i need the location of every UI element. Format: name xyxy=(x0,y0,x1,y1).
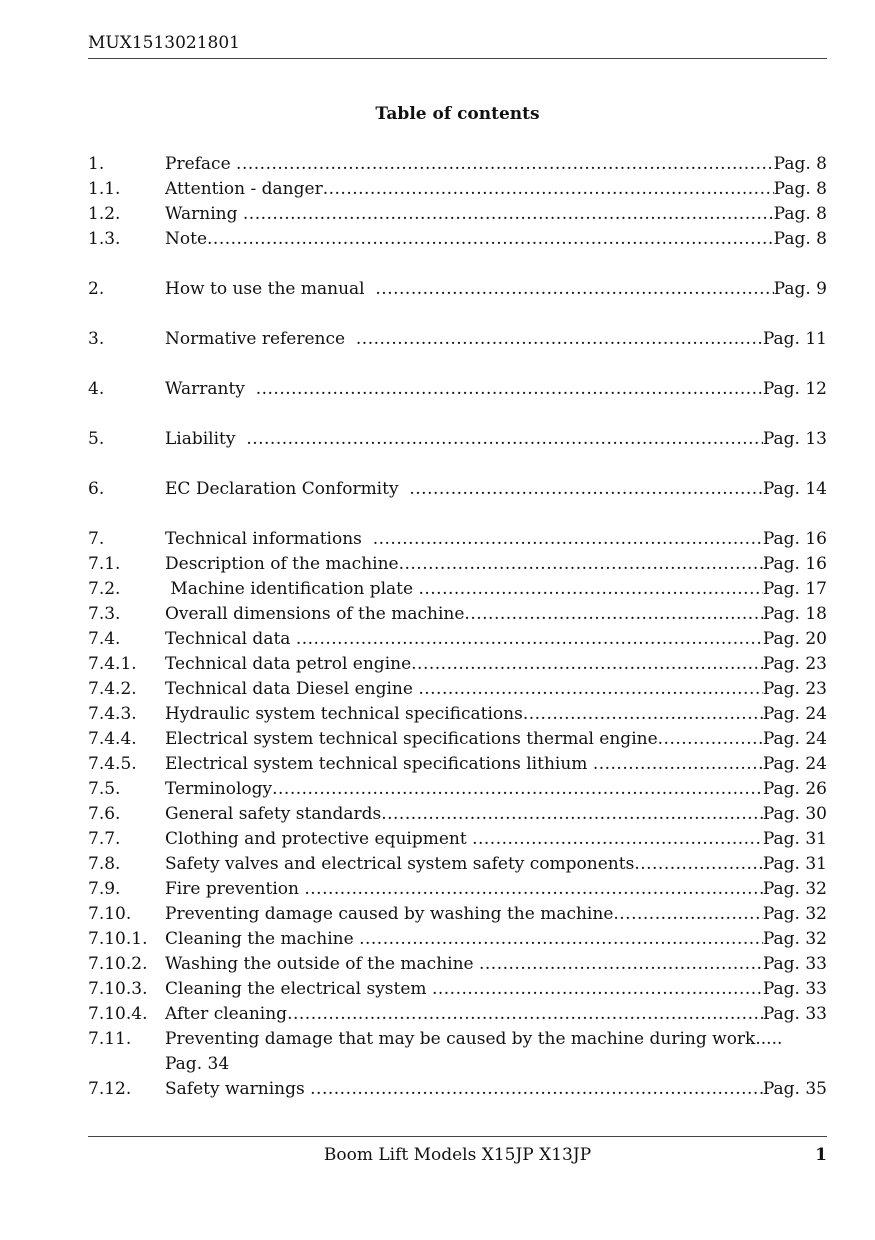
toc-entry-title: Description of the machine xyxy=(165,554,399,574)
table-of-contents xyxy=(88,152,827,1102)
toc-entry-title: Technical data xyxy=(165,629,296,649)
toc-entry[interactable] xyxy=(88,627,827,652)
toc-entry-page: Pag. 34 xyxy=(165,1054,230,1074)
toc-entry-page: Pag. 12 xyxy=(762,379,827,399)
dot-leader xyxy=(256,377,763,402)
toc-entry-number: 7.4.4. xyxy=(88,729,137,749)
toc-entry-number: 7.9. xyxy=(88,879,121,899)
toc-entry-number: 7.8. xyxy=(88,854,121,874)
toc-entry-page: Pag. 33 xyxy=(762,979,827,999)
dot-leader xyxy=(418,677,763,702)
toc-entry[interactable] xyxy=(88,652,827,677)
toc-entry[interactable] xyxy=(88,852,827,877)
toc-entry-page: Pag. 32 xyxy=(762,929,827,949)
toc-entry-number: 7.10.1. xyxy=(88,929,148,949)
toc-entry[interactable] xyxy=(88,677,827,702)
toc-entry-title: Hydraulic system technical specifications xyxy=(165,704,523,724)
dot-leader xyxy=(304,877,762,902)
dot-leader xyxy=(246,427,763,452)
toc-entry-title: Technical data petrol engine xyxy=(165,654,412,674)
dot-leader xyxy=(432,977,763,1002)
toc-entry-page: Pag. 11 xyxy=(762,329,827,349)
toc-entry-title: After cleaning xyxy=(165,1004,288,1024)
dot-leader xyxy=(479,952,763,977)
toc-entry[interactable] xyxy=(88,802,827,827)
toc-entry-title: Preventing damage caused by washing the machine xyxy=(165,904,614,924)
toc-entry-page: Pag. 16 xyxy=(762,554,827,574)
toc-entry-page: Pag. 8 xyxy=(773,179,827,199)
toc-entry-title: Clothing and protective equipment xyxy=(165,829,473,849)
toc-entry[interactable] xyxy=(88,977,827,1002)
toc-entry-page: Pag. 35 xyxy=(762,1079,827,1099)
toc-entry-number: 7.4.2. xyxy=(88,679,137,699)
indent-spacer xyxy=(88,1052,165,1077)
toc-entry[interactable] xyxy=(88,577,827,602)
dot-leader xyxy=(310,1077,763,1102)
toc-entry-number: 7.12. xyxy=(88,1079,132,1099)
toc-entry-number: 4. xyxy=(88,379,105,399)
toc-entry-number: 7.2. xyxy=(88,579,121,599)
page-number: 1 xyxy=(815,1145,827,1165)
dot-leader xyxy=(399,552,763,577)
toc-entry[interactable] xyxy=(88,552,827,577)
dot-leader xyxy=(287,1002,763,1027)
dot-leader xyxy=(613,902,762,927)
toc-entry[interactable] xyxy=(88,1077,827,1102)
dot-leader xyxy=(373,527,763,552)
toc-entry-title: Safety valves and electrical system safety components xyxy=(165,854,635,874)
toc-entry-title: Cleaning the electrical system xyxy=(165,979,432,999)
toc-entry-page: Pag. 8 xyxy=(773,154,827,174)
toc-entry-title: Technical informations xyxy=(165,529,373,549)
toc-entry-page: Pag. 8 xyxy=(773,204,827,224)
toc-entry-number: 5. xyxy=(88,429,105,449)
toc-entry-title: EC Declaration Conformity xyxy=(165,479,410,499)
toc-entry-page: Pag. 31 xyxy=(762,854,827,874)
toc-entry[interactable] xyxy=(88,877,827,902)
toc-entry-title: Overall dimensions of the machine xyxy=(165,604,465,624)
toc-entry-title: Attention - danger xyxy=(165,179,323,199)
header-rule xyxy=(88,58,827,59)
toc-entry[interactable] xyxy=(88,427,827,452)
toc-entry[interactable] xyxy=(88,902,827,927)
dot-leader xyxy=(243,202,774,227)
toc-entry[interactable] xyxy=(88,727,827,752)
toc-entry-number: 7.4. xyxy=(88,629,121,649)
toc-entry[interactable] xyxy=(88,777,827,802)
toc-entry-page: Pag. 23 xyxy=(762,679,827,699)
toc-entry[interactable] xyxy=(88,952,827,977)
footer-title: Boom Lift Models X15JP X13JP xyxy=(323,1145,592,1165)
toc-entry-title: General safety standards xyxy=(165,804,382,824)
toc-entry[interactable] xyxy=(88,702,827,727)
toc-entry-title: Warning xyxy=(165,204,243,224)
toc-entry-number: 1.2. xyxy=(88,204,121,224)
toc-entry-number: 7.5. xyxy=(88,779,121,799)
toc-entry-title: Preventing damage that may be caused by the machine during work..... xyxy=(165,1029,783,1049)
toc-entry-page: Pag. 32 xyxy=(762,904,827,924)
toc-entry-title: Safety warnings xyxy=(165,1079,311,1099)
toc-entry-title: Note xyxy=(165,229,208,249)
toc-entry-page: Pag. 17 xyxy=(762,579,827,599)
toc-entry[interactable] xyxy=(88,1002,827,1027)
toc-entry-number: 6. xyxy=(88,479,105,499)
dot-leader xyxy=(418,577,762,602)
toc-entry-title: Normative reference xyxy=(165,329,356,349)
dot-leader xyxy=(409,477,762,502)
toc-entry-page: Pag. 26 xyxy=(762,779,827,799)
toc-entry-page: Pag. 20 xyxy=(762,629,827,649)
toc-entry[interactable] xyxy=(88,152,827,177)
toc-entry-title: Machine identification plate xyxy=(165,579,419,599)
dot-leader xyxy=(411,652,763,677)
dot-leader xyxy=(323,177,774,202)
toc-entry-page: Pag. 8 xyxy=(773,229,827,249)
dot-leader xyxy=(236,152,774,177)
toc-entry[interactable] xyxy=(88,177,827,202)
toc-entry-number: 7.7. xyxy=(88,829,121,849)
toc-entry[interactable] xyxy=(88,927,827,952)
toc-entry-page: Pag. 32 xyxy=(762,879,827,899)
toc-entry-number: 7.4.3. xyxy=(88,704,137,724)
toc-entry[interactable] xyxy=(88,377,827,402)
toc-entry-title: Fire prevention xyxy=(165,879,305,899)
toc-entry-title: How to use the manual xyxy=(165,279,376,299)
toc-entry[interactable] xyxy=(88,202,827,227)
toc-entry-number: 2. xyxy=(88,279,105,299)
document-code: MUX1513021801 xyxy=(88,33,240,53)
toc-entry-page: Pag. 33 xyxy=(762,954,827,974)
toc-entry-title: Washing the outside of the machine xyxy=(165,954,479,974)
dot-leader xyxy=(359,927,763,952)
footer-rule xyxy=(88,1136,827,1137)
dot-leader xyxy=(658,727,763,752)
toc-entry-number: 1. xyxy=(88,154,105,174)
toc-entry-number: 7.4.5. xyxy=(88,754,137,774)
toc-entry-page: Pag. 24 xyxy=(762,754,827,774)
toc-entry-number: 7.6. xyxy=(88,804,121,824)
toc-entry-title: Terminology xyxy=(165,779,273,799)
toc-entry-page: Pag. 23 xyxy=(762,654,827,674)
dot-leader xyxy=(523,702,763,727)
toc-entry[interactable] xyxy=(88,602,827,627)
toc-entry-page: Pag. 30 xyxy=(762,804,827,824)
dot-leader xyxy=(464,602,762,627)
toc-entry-page: Pag. 18 xyxy=(762,604,827,624)
toc-entry[interactable] xyxy=(88,327,827,352)
toc-entry-number: 7.11. xyxy=(88,1029,132,1049)
toc-entry[interactable] xyxy=(88,227,827,252)
dot-leader xyxy=(375,277,773,302)
toc-entry-title: Technical data Diesel engine xyxy=(165,679,419,699)
toc-entry-number: 7.10.2. xyxy=(88,954,148,974)
dot-leader xyxy=(272,777,763,802)
dot-leader xyxy=(356,327,763,352)
dot-leader xyxy=(381,802,763,827)
toc-entry-title: Warranty xyxy=(165,379,256,399)
dot-leader xyxy=(296,627,763,652)
toc-title: Table of contents xyxy=(375,104,540,124)
toc-entry-page: Pag. 14 xyxy=(762,479,827,499)
toc-entry-page: Pag. 24 xyxy=(762,729,827,749)
dot-leader xyxy=(593,752,763,777)
dot-leader xyxy=(207,227,774,252)
toc-entry-page: Pag. 31 xyxy=(762,829,827,849)
toc-entry-page: Pag. 33 xyxy=(762,1004,827,1024)
toc-entry-number: 7. xyxy=(88,529,105,549)
toc-entry-number: 1.1. xyxy=(88,179,121,199)
toc-entry-page: Pag. 13 xyxy=(762,429,827,449)
toc-entry[interactable] xyxy=(88,477,827,502)
toc-entry-title: Liability xyxy=(165,429,247,449)
toc-entry-number: 7.3. xyxy=(88,604,121,624)
toc-entry[interactable] xyxy=(88,752,827,777)
toc-entry-page: Pag. 9 xyxy=(773,279,827,299)
dot-leader xyxy=(634,852,763,877)
dot-leader xyxy=(472,827,763,852)
toc-entry-number: 7.10.4. xyxy=(88,1004,148,1024)
toc-entry-number: 7.4.1. xyxy=(88,654,137,674)
toc-entry-number: 3. xyxy=(88,329,105,349)
toc-entry-title: Cleaning the machine xyxy=(165,929,360,949)
toc-entry-number: 1.3. xyxy=(88,229,121,249)
toc-entry-title: Electrical system technical specifications thermal engine xyxy=(165,729,658,749)
toc-entry-title: Electrical system technical specifications lithium xyxy=(165,754,593,774)
toc-entry[interactable] xyxy=(88,527,827,552)
toc-entry-number: 7.10. xyxy=(88,904,132,924)
toc-entry-number: 7.1. xyxy=(88,554,121,574)
toc-entry[interactable] xyxy=(88,1027,827,1077)
toc-entry-page: Pag. 24 xyxy=(762,704,827,724)
toc-entry[interactable] xyxy=(88,277,827,302)
toc-entry[interactable] xyxy=(88,827,827,852)
toc-entry-number: 7.10.3. xyxy=(88,979,148,999)
toc-entry-page: Pag. 16 xyxy=(762,529,827,549)
toc-entry-title: Preface xyxy=(165,154,237,174)
